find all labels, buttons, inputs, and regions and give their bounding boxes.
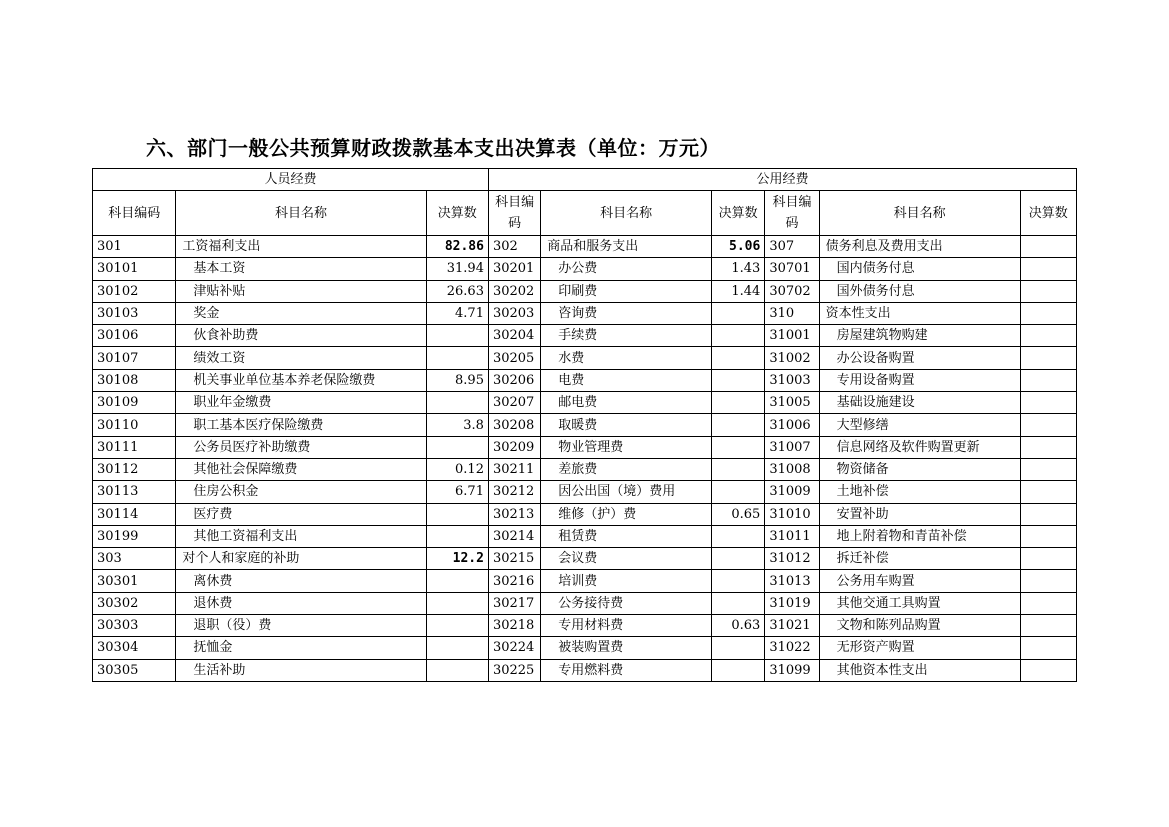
subject-code: 30202 bbox=[488, 280, 540, 302]
header-name: 科目名称 bbox=[819, 191, 1020, 236]
header-code: 科目编码 bbox=[488, 191, 540, 236]
amount-value bbox=[1020, 414, 1076, 436]
subject-name: 物业管理费 bbox=[541, 436, 712, 458]
subject-name: 伙食补助费 bbox=[176, 325, 426, 347]
amount-value bbox=[712, 525, 765, 547]
amount-value bbox=[1020, 637, 1076, 659]
amount-value bbox=[1020, 236, 1076, 258]
subject-name: 拆迁补偿 bbox=[819, 548, 1020, 570]
subject-name: 奖金 bbox=[176, 302, 426, 324]
subject-code: 30305 bbox=[93, 659, 176, 681]
amount-value bbox=[426, 436, 488, 458]
subject-code: 31022 bbox=[765, 637, 819, 659]
subject-code: 30211 bbox=[488, 458, 540, 480]
subject-code: 31003 bbox=[765, 369, 819, 391]
subject-name: 差旅费 bbox=[541, 458, 712, 480]
amount-value bbox=[712, 392, 765, 414]
subject-code: 31012 bbox=[765, 548, 819, 570]
subject-name: 职工基本医疗保险缴费 bbox=[176, 414, 426, 436]
amount-value bbox=[1020, 503, 1076, 525]
amount-value bbox=[1020, 525, 1076, 547]
subject-name: 津贴补贴 bbox=[176, 280, 426, 302]
subject-name: 债务利息及费用支出 bbox=[819, 236, 1020, 258]
amount-value bbox=[1020, 280, 1076, 302]
subject-name: 公务用车购置 bbox=[819, 570, 1020, 592]
amount-value bbox=[712, 592, 765, 614]
subject-name: 专用燃料费 bbox=[541, 659, 712, 681]
table-row bbox=[93, 280, 1077, 302]
subject-name: 专用设备购置 bbox=[819, 369, 1020, 391]
subject-code: 30301 bbox=[93, 570, 176, 592]
subject-code: 30114 bbox=[93, 503, 176, 525]
subject-name: 公务员医疗补助缴费 bbox=[176, 436, 426, 458]
subject-name: 对个人和家庭的补助 bbox=[176, 548, 426, 570]
table-row bbox=[93, 548, 1077, 570]
table-row bbox=[93, 414, 1077, 436]
subject-code: 30111 bbox=[93, 436, 176, 458]
amount-value bbox=[1020, 570, 1076, 592]
amount-value bbox=[712, 302, 765, 324]
amount-value bbox=[712, 548, 765, 570]
group-personnel: 人员经费 bbox=[93, 169, 489, 191]
page-title: 六、部门一般公共预算财政拨款基本支出决算表（单位：万元） bbox=[146, 136, 720, 160]
subject-code: 303 bbox=[93, 548, 176, 570]
subject-name: 地上附着物和青苗补偿 bbox=[819, 525, 1020, 547]
subject-name: 安置补助 bbox=[819, 503, 1020, 525]
subject-code: 30201 bbox=[488, 258, 540, 280]
subject-code: 30225 bbox=[488, 659, 540, 681]
amount-value bbox=[1020, 347, 1076, 369]
amount-value bbox=[712, 570, 765, 592]
subject-code: 30109 bbox=[93, 392, 176, 414]
expenditure-table bbox=[92, 168, 1077, 682]
amount-value bbox=[712, 414, 765, 436]
column-header-row bbox=[93, 191, 1077, 236]
subject-name: 退休费 bbox=[176, 592, 426, 614]
table-row bbox=[93, 637, 1077, 659]
amount-value bbox=[712, 369, 765, 391]
subject-code: 31010 bbox=[765, 503, 819, 525]
amount-value bbox=[1020, 548, 1076, 570]
subject-name: 资本性支出 bbox=[819, 302, 1020, 324]
subject-code: 30207 bbox=[488, 392, 540, 414]
subject-code: 31002 bbox=[765, 347, 819, 369]
subject-code: 31001 bbox=[765, 325, 819, 347]
amount-value bbox=[426, 525, 488, 547]
subject-name: 公务接待费 bbox=[541, 592, 712, 614]
amount-value: 3.8 bbox=[426, 414, 488, 436]
amount-value bbox=[1020, 325, 1076, 347]
table-row bbox=[93, 236, 1077, 258]
subject-name: 离休费 bbox=[176, 570, 426, 592]
subject-name: 咨询费 bbox=[541, 302, 712, 324]
amount-value bbox=[1020, 392, 1076, 414]
header-name: 科目名称 bbox=[541, 191, 712, 236]
amount-value bbox=[1020, 302, 1076, 324]
table-row bbox=[93, 570, 1077, 592]
subject-code: 30215 bbox=[488, 548, 540, 570]
amount-value bbox=[1020, 458, 1076, 480]
subject-code: 30224 bbox=[488, 637, 540, 659]
subject-code: 30102 bbox=[93, 280, 176, 302]
table-row bbox=[93, 458, 1077, 480]
amount-value bbox=[1020, 436, 1076, 458]
subject-name: 培训费 bbox=[541, 570, 712, 592]
subject-name: 维修（护）费 bbox=[541, 503, 712, 525]
table-row bbox=[93, 392, 1077, 414]
subject-name: 办公费 bbox=[541, 258, 712, 280]
amount-value: 6.71 bbox=[426, 481, 488, 503]
subject-code: 30217 bbox=[488, 592, 540, 614]
subject-name: 印刷费 bbox=[541, 280, 712, 302]
amount-value: 82.86 bbox=[426, 236, 488, 258]
subject-name: 绩效工资 bbox=[176, 347, 426, 369]
subject-code: 31099 bbox=[765, 659, 819, 681]
subject-name: 专用材料费 bbox=[541, 615, 712, 637]
subject-name: 基本工资 bbox=[176, 258, 426, 280]
subject-name: 租赁费 bbox=[541, 525, 712, 547]
table-row bbox=[93, 325, 1077, 347]
subject-code: 30304 bbox=[93, 637, 176, 659]
amount-value: 12.2 bbox=[426, 548, 488, 570]
subject-code: 31021 bbox=[765, 615, 819, 637]
subject-code: 30302 bbox=[93, 592, 176, 614]
amount-value bbox=[1020, 481, 1076, 503]
header-code: 科目编码 bbox=[765, 191, 819, 236]
subject-code: 302 bbox=[488, 236, 540, 258]
amount-value bbox=[426, 659, 488, 681]
amount-value bbox=[1020, 659, 1076, 681]
subject-code: 30106 bbox=[93, 325, 176, 347]
amount-value: 1.44 bbox=[712, 280, 765, 302]
amount-value bbox=[1020, 615, 1076, 637]
subject-code: 310 bbox=[765, 302, 819, 324]
subject-name: 手续费 bbox=[541, 325, 712, 347]
subject-code: 30212 bbox=[488, 481, 540, 503]
subject-name: 土地补偿 bbox=[819, 481, 1020, 503]
subject-name: 水费 bbox=[541, 347, 712, 369]
subject-code: 30208 bbox=[488, 414, 540, 436]
subject-code: 30218 bbox=[488, 615, 540, 637]
subject-name: 会议费 bbox=[541, 548, 712, 570]
subject-name: 医疗费 bbox=[176, 503, 426, 525]
header-name: 科目名称 bbox=[176, 191, 426, 236]
subject-code: 30702 bbox=[765, 280, 819, 302]
subject-name: 工资福利支出 bbox=[176, 236, 426, 258]
subject-code: 31011 bbox=[765, 525, 819, 547]
amount-value: 1.43 bbox=[712, 258, 765, 280]
table-row bbox=[93, 258, 1077, 280]
group-public: 公用经费 bbox=[488, 169, 1076, 191]
subject-name: 物资储备 bbox=[819, 458, 1020, 480]
subject-code: 31019 bbox=[765, 592, 819, 614]
subject-code: 307 bbox=[765, 236, 819, 258]
subject-name: 职业年金缴费 bbox=[176, 392, 426, 414]
amount-value bbox=[426, 637, 488, 659]
subject-name: 商品和服务支出 bbox=[541, 236, 712, 258]
subject-code: 30110 bbox=[93, 414, 176, 436]
table-row bbox=[93, 525, 1077, 547]
subject-code: 31007 bbox=[765, 436, 819, 458]
subject-name: 国外债务付息 bbox=[819, 280, 1020, 302]
subject-code: 30209 bbox=[488, 436, 540, 458]
subject-name: 被装购置费 bbox=[541, 637, 712, 659]
subject-code: 31006 bbox=[765, 414, 819, 436]
amount-value: 0.12 bbox=[426, 458, 488, 480]
amount-value bbox=[426, 325, 488, 347]
amount-value bbox=[426, 347, 488, 369]
amount-value bbox=[712, 436, 765, 458]
table-row bbox=[93, 369, 1077, 391]
subject-code: 30214 bbox=[488, 525, 540, 547]
subject-code: 30113 bbox=[93, 481, 176, 503]
subject-name: 抚恤金 bbox=[176, 637, 426, 659]
subject-name: 其他资本性支出 bbox=[819, 659, 1020, 681]
subject-name: 其他交通工具购置 bbox=[819, 592, 1020, 614]
amount-value bbox=[1020, 592, 1076, 614]
subject-name: 电费 bbox=[541, 369, 712, 391]
amount-value bbox=[712, 481, 765, 503]
subject-name: 机关事业单位基本养老保险缴费 bbox=[176, 369, 426, 391]
table-row bbox=[93, 347, 1077, 369]
subject-name: 基础设施建设 bbox=[819, 392, 1020, 414]
subject-code: 30701 bbox=[765, 258, 819, 280]
header-amount: 决算数 bbox=[712, 191, 765, 236]
subject-code: 30103 bbox=[93, 302, 176, 324]
amount-value: 8.95 bbox=[426, 369, 488, 391]
subject-name: 文物和陈列品购置 bbox=[819, 615, 1020, 637]
subject-code: 30101 bbox=[93, 258, 176, 280]
subject-code: 31008 bbox=[765, 458, 819, 480]
subject-name: 退职（役）费 bbox=[176, 615, 426, 637]
subject-name: 住房公积金 bbox=[176, 481, 426, 503]
subject-name: 因公出国（境）费用 bbox=[541, 481, 712, 503]
subject-name: 房屋建筑物购建 bbox=[819, 325, 1020, 347]
amount-value bbox=[712, 325, 765, 347]
amount-value: 31.94 bbox=[426, 258, 488, 280]
table-row bbox=[93, 436, 1077, 458]
amount-value: 26.63 bbox=[426, 280, 488, 302]
subject-name: 其他社会保障缴费 bbox=[176, 458, 426, 480]
table-row bbox=[93, 659, 1077, 681]
amount-value: 0.63 bbox=[712, 615, 765, 637]
subject-name: 国内债务付息 bbox=[819, 258, 1020, 280]
subject-code: 30303 bbox=[93, 615, 176, 637]
subject-name: 生活补助 bbox=[176, 659, 426, 681]
subject-code: 30206 bbox=[488, 369, 540, 391]
subject-code: 30112 bbox=[93, 458, 176, 480]
subject-code: 31009 bbox=[765, 481, 819, 503]
subject-code: 30204 bbox=[488, 325, 540, 347]
amount-value bbox=[1020, 369, 1076, 391]
subject-code: 31005 bbox=[765, 392, 819, 414]
group-header-row bbox=[93, 169, 1077, 191]
subject-code: 30108 bbox=[93, 369, 176, 391]
header-code: 科目编码 bbox=[93, 191, 176, 236]
amount-value bbox=[712, 458, 765, 480]
table-row bbox=[93, 592, 1077, 614]
subject-code: 30199 bbox=[93, 525, 176, 547]
subject-code: 30203 bbox=[488, 302, 540, 324]
amount-value bbox=[426, 592, 488, 614]
amount-value: 4.71 bbox=[426, 302, 488, 324]
subject-name: 其他工资福利支出 bbox=[176, 525, 426, 547]
amount-value bbox=[426, 503, 488, 525]
amount-value bbox=[712, 347, 765, 369]
subject-code: 30216 bbox=[488, 570, 540, 592]
header-amount: 决算数 bbox=[426, 191, 488, 236]
subject-name: 信息网络及软件购置更新 bbox=[819, 436, 1020, 458]
amount-value: 5.06 bbox=[712, 236, 765, 258]
amount-value bbox=[1020, 258, 1076, 280]
amount-value bbox=[426, 615, 488, 637]
table-row bbox=[93, 503, 1077, 525]
subject-code: 30213 bbox=[488, 503, 540, 525]
subject-name: 大型修缮 bbox=[819, 414, 1020, 436]
amount-value bbox=[712, 637, 765, 659]
header-amount: 决算数 bbox=[1020, 191, 1076, 236]
subject-name: 取暖费 bbox=[541, 414, 712, 436]
subject-code: 30107 bbox=[93, 347, 176, 369]
table-row bbox=[93, 302, 1077, 324]
subject-name: 邮电费 bbox=[541, 392, 712, 414]
amount-value bbox=[426, 570, 488, 592]
amount-value bbox=[712, 659, 765, 681]
table-row bbox=[93, 481, 1077, 503]
amount-value: 0.65 bbox=[712, 503, 765, 525]
subject-code: 31013 bbox=[765, 570, 819, 592]
subject-code: 301 bbox=[93, 236, 176, 258]
subject-name: 办公设备购置 bbox=[819, 347, 1020, 369]
table-row bbox=[93, 615, 1077, 637]
subject-name: 无形资产购置 bbox=[819, 637, 1020, 659]
subject-code: 30205 bbox=[488, 347, 540, 369]
amount-value bbox=[426, 392, 488, 414]
